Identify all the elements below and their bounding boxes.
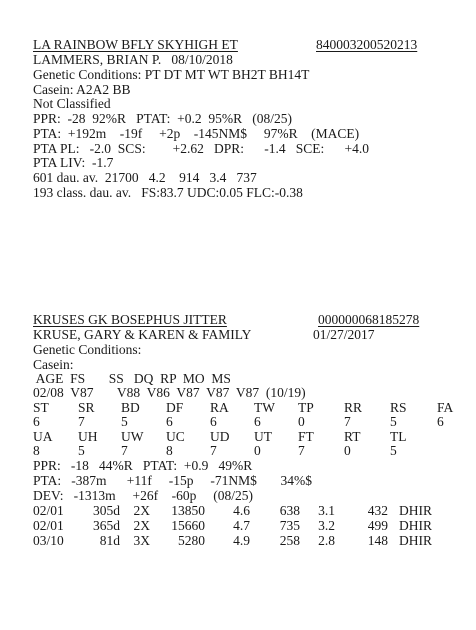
lactation-cell: 2X [133,518,150,533]
lactation-cell: 305d [93,503,120,518]
trait-cell: 6 [33,414,40,429]
lactation-cell: DHIR [399,518,432,533]
trait-cell: 6 [254,414,261,429]
lactation-cell: 365d [93,518,120,533]
trait-cell: BD [121,400,140,415]
trait-cell: 7 [210,443,217,458]
record-line: 601 dau. av. 21700 4.2 914 3.4 737 [33,170,257,185]
record-line: PTA LIV: -1.7 [33,155,114,170]
lactation-cell: 15660 [171,518,205,533]
trait-cell: UD [210,429,230,444]
animal-name: KRUSES GK BOSEPHUS JITTER [33,312,227,327]
lactation-cell: 81d [99,533,120,548]
trait-cell: UT [254,429,272,444]
trait-cell: 7 [78,414,85,429]
trait-cell: 5 [78,443,85,458]
trait-cell: 5 [390,414,397,429]
trait-cell: 7 [121,443,128,458]
classification-header: AGE FS SS DQ RP MO MS [33,371,231,386]
trait-cell: 6 [210,414,217,429]
lactation-cell: 638 [279,503,300,518]
lactation-cell: 2.8 [318,533,335,548]
trait-cell: 7 [344,414,351,429]
lactation-cell: 4.7 [233,518,250,533]
lactation-cell: 432 [367,503,388,518]
lactation-cell: DHIR [399,533,432,548]
record-line: Not Classified [33,96,111,111]
lactation-cell: 5280 [178,533,205,548]
trait-cell: FA [437,400,454,415]
record-line: Casein: A2A2 BB [33,82,131,97]
trait-cell: 7 [298,443,305,458]
owner-name: KRUSE, GARY & KAREN & FAMILY [33,327,252,342]
trait-cell: 5 [390,443,397,458]
trait-cell: DF [166,400,184,415]
record-line: LAMMERS, BRIAN P. 08/10/2018 [33,52,233,67]
lactation-cell: 13850 [171,503,205,518]
record-line: PTA PL: -2.0 SCS: +2.62 DPR: -1.4 SCE: +4.0 [33,141,369,156]
trait-cell: RR [344,400,363,415]
trait-cell: ST [33,400,49,415]
record-line: 193 class. dau. av. FS:83.7 UDC:0.05 FLC:-0.38 [33,185,303,200]
lactation-cell: 4.9 [233,533,250,548]
casein: Casein: [33,357,74,372]
trait-cell: 0 [254,443,261,458]
trait-cell: RA [210,400,229,415]
trait-cell: UW [121,429,144,444]
trait-cell: 6 [437,414,444,429]
trait-cell: 8 [33,443,40,458]
genetic-conditions: Genetic Conditions: [33,342,142,357]
lactation-cell: 499 [367,518,388,533]
classification-row: 02/08 V87 V88 V86 V87 V87 V87 (10/19) [33,385,306,400]
lactation-cell: 2X [133,503,150,518]
trait-cell: UH [78,429,98,444]
record-line: PPR: -18 44%R PTAT: +0.9 49%R [33,458,253,473]
trait-cell: TL [390,429,407,444]
trait-cell: 0 [298,414,305,429]
trait-cell: TP [298,400,314,415]
lactation-cell: 3X [133,533,150,548]
trait-cell: 6 [166,414,173,429]
lactation-cell: 3.2 [318,518,335,533]
trait-cell: UA [33,429,53,444]
lactation-cell: 735 [279,518,300,533]
trait-cell: 0 [344,443,351,458]
lactation-cell: 3.1 [318,503,335,518]
trait-cell: RT [344,429,361,444]
lactation-cell: DHIR [399,503,432,518]
lactation-cell: 02/01 [33,503,64,518]
record-line: Genetic Conditions: PT DT MT WT BH2T BH14T [33,67,310,82]
trait-cell: UC [166,429,185,444]
registration-number: 840003200520213 [316,37,418,52]
record-line: DEV: -1313m +26f -60p (08/25) [33,488,253,503]
animal-name: LA RAINBOW BFLY SKYHIGH ET [33,37,238,52]
record-date: 01/27/2017 [313,327,375,342]
lactation-cell: 02/01 [33,518,64,533]
lactation-cell: 148 [367,533,388,548]
record-line: PTA: +192m -19f +2p -145NM$ 97%R (MACE) [33,126,360,141]
lactation-cell: 03/10 [33,533,64,548]
record-line: PPR: -28 92%R PTAT: +0.2 95%R (08/25) [33,111,292,126]
trait-cell: TW [254,400,275,415]
trait-cell: 8 [166,443,173,458]
record-line: PTA: -387m +11f -15p -71NM$ 34%$ [33,473,313,488]
lactation-cell: 258 [279,533,300,548]
trait-cell: RS [390,400,407,415]
trait-cell: 5 [121,414,128,429]
registration-number: 000000068185278 [318,312,420,327]
trait-cell: SR [78,400,95,415]
lactation-cell: 4.6 [233,503,250,518]
trait-cell: FT [298,429,314,444]
